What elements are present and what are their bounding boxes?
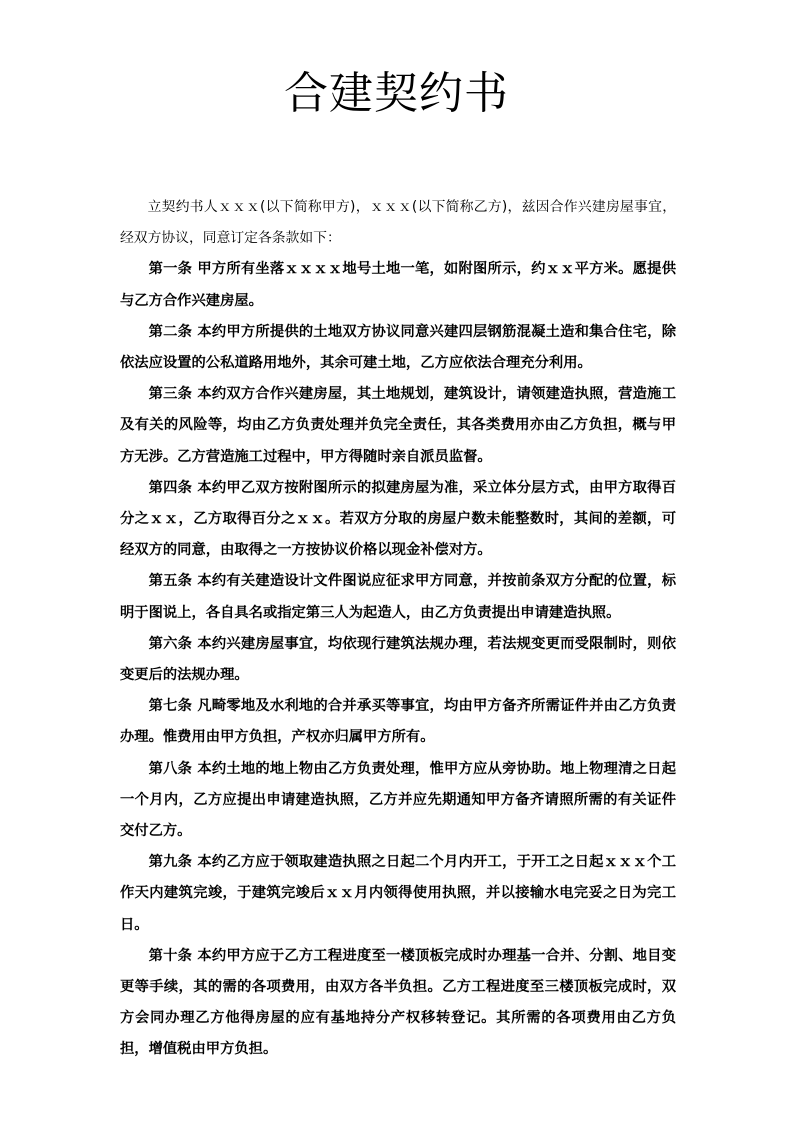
document-title: 合建契约书 <box>284 68 509 119</box>
clause-2: 第二条 本约甲方所提供的土地双方协议同意兴建四层钢筋混凝土造和集合住宅，除依法应设置的公私道路用地外，其余可建土地，乙方应依法合理充分利用。 <box>120 323 676 372</box>
clause-8: 第八条 本约土地的地上物由乙方负责处理，惟甲方应从旁协助。地上物理清之日起一个月内，乙方应提出申请建造执照，乙方并应先期通知甲方备齐请照所需的有关证件交付乙方。 <box>120 760 676 840</box>
clause-3: 第三条 本约双方合作兴建房屋，其土地规划，建筑设计，请领建造执照，营造施工及有关的风险等，均由乙方负责处理并负完全责任，其各类费用亦由乙方负担，概与甲方无涉。乙方营造施工过程中，甲方得随时亲自派员监督。 <box>120 386 676 465</box>
intro-paragraph: 立契约书人ｘｘｘ(以下简称甲方)，ｘｘｘ(以下简称乙方)，兹因合作兴建房屋事宜，经双方协议，同意订定各条款如下： <box>120 199 676 247</box>
clause-7: 第七条 凡畸零地及水利地的合并承买等事宜，均由甲方备齐所需证件并由乙方负责办理。惟费用由甲方负担，产权亦归属甲方所有。 <box>120 698 676 746</box>
clause-4: 第四条 本约甲乙双方按附图所示的拟建房屋为准，采立体分层方式，由甲方取得百分之ｘｘ，乙方取得百分之ｘｘ。若双方分取的房屋户数未能整数时，其间的差额，可经双方的同意，由取得之一方按协议价格以现金补偿对方。 <box>120 479 676 559</box>
clause-1: 第一条 甲方所有坐落ｘｘｘｘ地号土地一笔，如附图所示，约ｘｘ平方米。愿提供与乙方合作兴建房屋。 <box>120 261 676 309</box>
clause-10: 第十条 本约甲方应于乙方工程进度至一楼顶板完成时办理基一合并、分割、地目变更等手续，其的需的各项费用，由双方各半负担。乙方工程进度至三楼顶板完成时，双方会同办理乙方他得房屋的应有基地持分产权移转登记。其所需的各项费用由乙方负担，增值税由甲方负担。 <box>120 947 676 1058</box>
clause-5: 第五条 本约有关建造设计文件图说应征求甲方同意，并按前条双方分配的位置，标明于图说上，各自具名或指定第三人为起造人，由乙方负责提出申请建造执照。 <box>120 573 676 621</box>
document-body <box>120 192 676 1066</box>
clause-6: 第六条 本约兴建房屋事宜，均依现行建筑法规办理，若法规变更而受限制时，则依变更后的法规办理。 <box>120 635 676 684</box>
clause-9: 第九条 本约乙方应于领取建造执照之日起二个月内开工，于开工之日起ｘｘｘ个工作天内建筑完竣，于建筑完竣后ｘｘ月内领得使用执照，并以接输水电完妥之日为完工日。 <box>120 854 676 933</box>
